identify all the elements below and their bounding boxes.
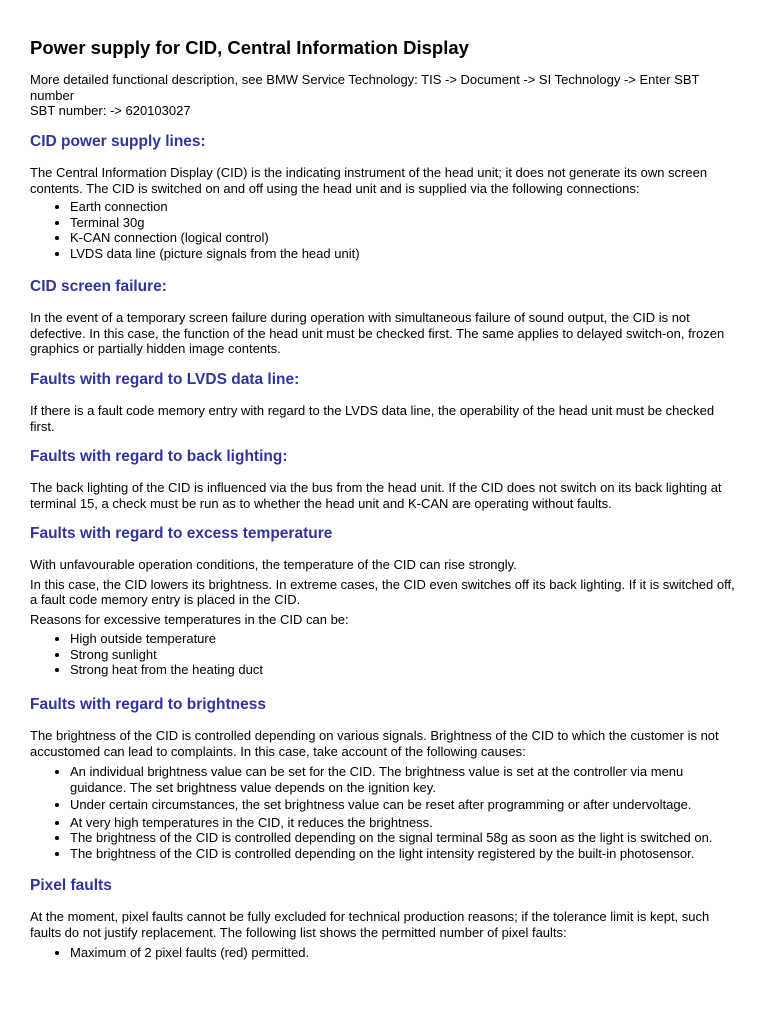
list-item: • Strong heat from the heating duct <box>70 662 742 678</box>
section-heading: Faults with regard to brightness <box>30 696 266 713</box>
section-paragraph: With unfavourable operation conditions, the temperature of the CID can rise strongly. <box>30 557 517 572</box>
section-brightness-faults <box>30 695 742 861</box>
section-heading: Pixel faults <box>30 877 112 894</box>
section-paragraph: If there is a fault code memory entry with regard to the LVDS data line, the operability of the head unit must be checked first. <box>30 403 715 434</box>
bullet-list <box>30 631 742 678</box>
list-item: • Maximum of 2 pixel faults (red) permitted. <box>70 945 742 961</box>
list-item: • High outside temperature <box>70 631 742 647</box>
section-paragraph: In the event of a temporary screen failure during operation with simultaneous failure of sound output, the CID is not defective. In this case, the function of the head unit must be checked first. The same applies to delayed switch-on, frozen graphics or partially hidden image contents. <box>30 310 725 356</box>
bullet-list <box>30 199 742 261</box>
list-item: • At very high temperatures in the CID, it reduces the brightness. <box>70 815 742 831</box>
page-title: Power supply for CID, Central Information Display <box>30 37 469 58</box>
intro-block <box>30 72 730 119</box>
section-cid-power-supply <box>30 132 742 261</box>
section-excess-temperature <box>30 524 742 678</box>
section-heading: Faults with regard to LVDS data line: <box>30 371 300 388</box>
section-back-lighting-faults <box>30 447 742 511</box>
section-paragraph: Reasons for excessive temperatures in the CID can be: <box>30 611 349 627</box>
section-lvds-faults <box>30 370 742 434</box>
list-item: • The brightness of the CID is controlled depending on the light intensity registered by the built-in photosensor. <box>70 846 742 862</box>
section-cid-screen-failure <box>30 277 742 357</box>
section-heading: Faults with regard to back lighting: <box>30 448 288 465</box>
section-pixel-faults <box>30 876 742 961</box>
list-item: • Earth connection <box>70 199 742 215</box>
list-item: • LVDS data line (picture signals from the head unit) <box>70 246 742 262</box>
section-paragraph: At the moment, pixel faults cannot be fully excluded for technical production reasons; if the tolerance limit is kept, such faults do not justify replacement. The following list shows the permitted number of pixel faults: <box>30 909 710 940</box>
list-item: • Terminal 30g <box>70 215 742 231</box>
list-item: • The brightness of the CID is controlled depending on the signal terminal 58g as soon as the light is switched on. <box>70 830 742 846</box>
section-paragraph: In this case, the CID lowers its brightness. In extreme cases, the CID even switches off its back lighting. If it is switched off, a fault code memory entry is placed in the CID. <box>30 576 735 607</box>
list-item: • An individual brightness value can be set for the CID. The brightness value is set at the controller via menu guidance. The set brightness value depends on the ignition key. <box>70 764 742 795</box>
section-paragraph: The back lighting of the CID is influenced via the bus from the head unit. If the CID does not switch on its back lighting at terminal 15, a check must be run as to whether the head unit and K-CAN are operating without faults. <box>30 480 722 511</box>
list-item: • K-CAN connection (logical control) <box>70 230 742 246</box>
intro-sbt-number: SBT number: -> 620103027 <box>30 103 191 118</box>
list-item: • Strong sunlight <box>70 647 742 663</box>
intro-reference: More detailed functional description, see BMW Service Technology: TIS -> Document -> SI Technology -> Enter SBT number <box>30 72 700 103</box>
list-item: • Under certain circumstances, the set brightness value can be reset after programming or after undervoltage. <box>70 797 742 813</box>
section-paragraph: The brightness of the CID is controlled depending on various signals. Brightness of the CID to which the customer is not accustomed can lead to complaints. In this case, take account of the following causes: <box>30 728 719 759</box>
section-heading: CID power supply lines: <box>30 133 206 150</box>
section-heading: CID screen failure: <box>30 278 167 295</box>
bullet-list <box>30 945 742 961</box>
section-paragraph: The Central Information Display (CID) is the indicating instrument of the head unit; it does not generate its own screen contents. The CID is switched on and off using the head unit and is supplied via the following connections: <box>30 165 708 196</box>
bullet-list <box>30 764 742 861</box>
section-heading: Faults with regard to excess temperature <box>30 525 333 542</box>
